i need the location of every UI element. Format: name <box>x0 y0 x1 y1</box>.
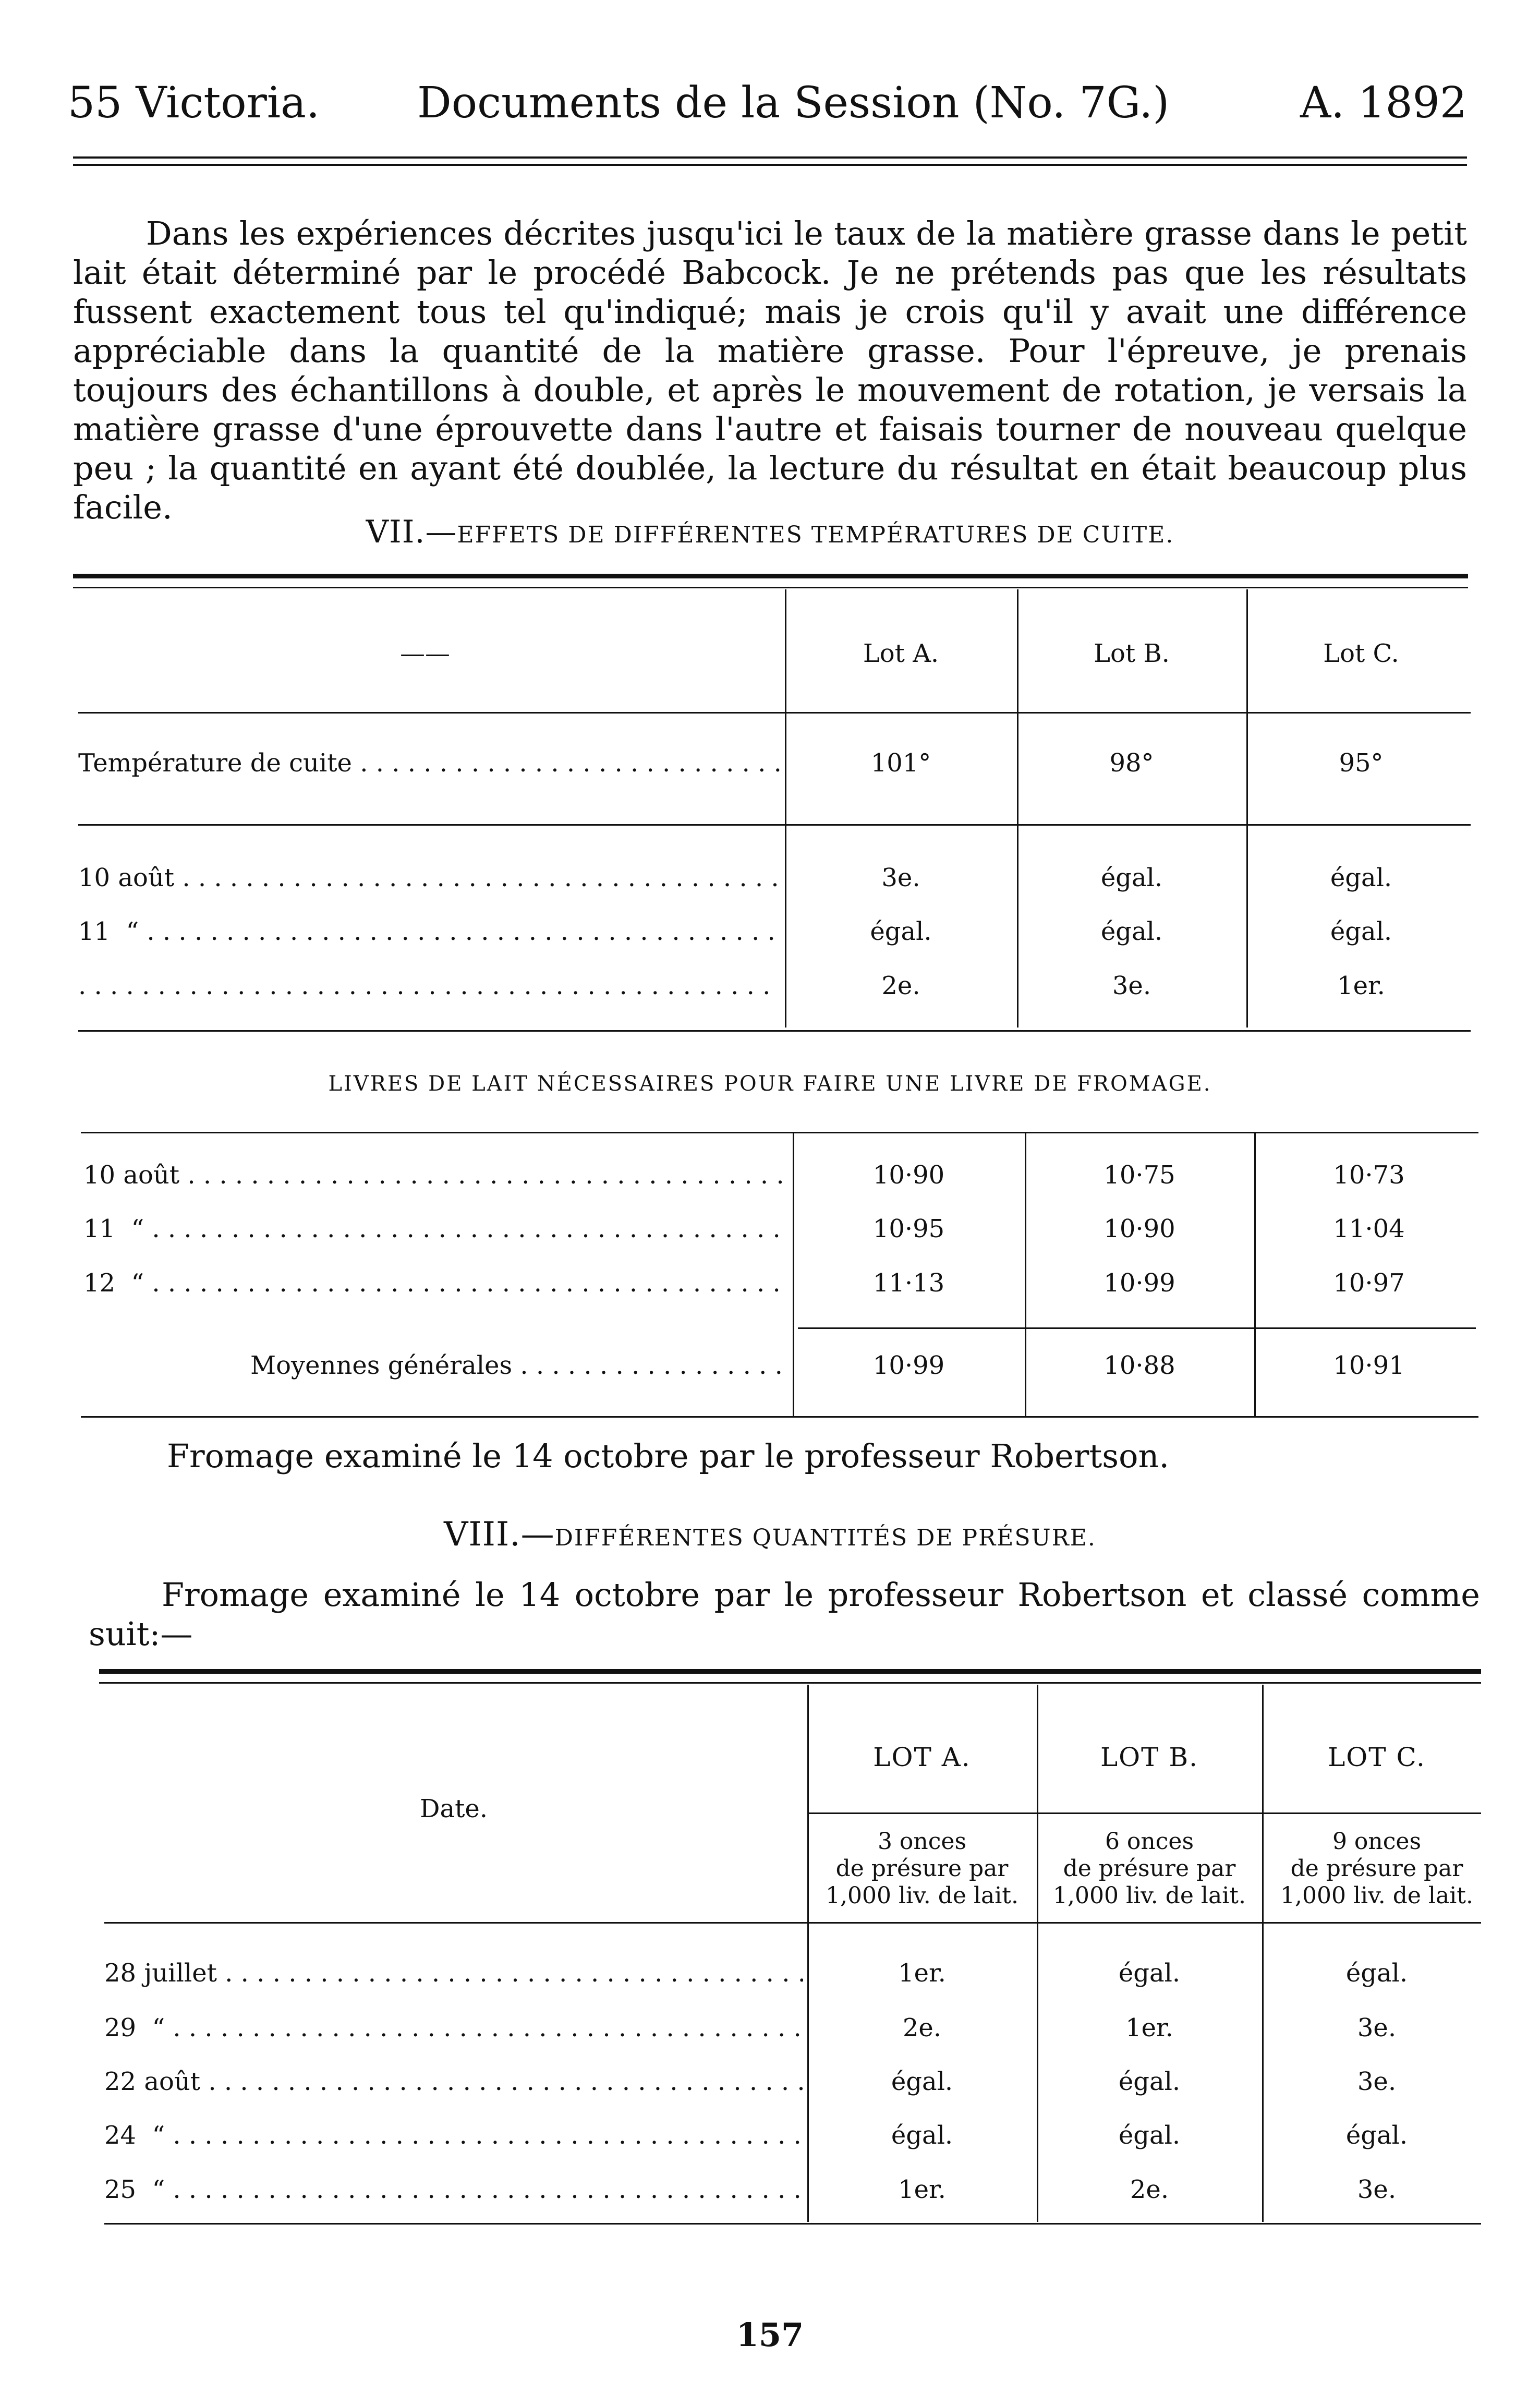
table2-avg-lot-a: 10·99 <box>872 1351 945 1380</box>
table8-r2-lot-c: 3e. <box>1357 2013 1397 2043</box>
table8-r3-lot-a: égal. <box>891 2067 953 2096</box>
table7-col-lot-b: Lot B. <box>1094 639 1170 668</box>
table8-lot-c-subheader: 9 onces de présure par 1,000 liv. de lait. <box>1280 1828 1473 1909</box>
table2-r1-lot-c: 10·73 <box>1333 1161 1405 1190</box>
table7-col-lot-a: Lot A. <box>863 639 939 668</box>
table8-r4-lot-a: égal. <box>891 2121 953 2150</box>
table-row: 25 “ . . . <box>104 2175 803 2204</box>
table2-r2-lot-b: 10·90 <box>1104 1214 1175 1243</box>
table7-temp-lot-a: 101° <box>870 748 931 778</box>
table8-r1-lot-b: égal. <box>1118 1959 1181 1988</box>
table8-top-rule <box>99 1669 1481 1674</box>
table2-subtitle: LIVRES DE LAIT NÉCESSAIRES POUR FAIRE UNE LIVRE DE FROMAGE. <box>328 1072 1212 1096</box>
table8-r2-lot-b: 1er. <box>1125 2013 1173 2043</box>
table-row: 11 “ . . . <box>78 917 780 946</box>
table8-top-rule-thin <box>99 1682 1481 1684</box>
section8-title <box>0 1515 1540 1554</box>
table7-temp-rule <box>78 824 1471 826</box>
table8-header-rule <box>104 1922 1481 1924</box>
table2-average-rule <box>798 1327 1476 1329</box>
table2-r3-lot-a: 11·13 <box>872 1268 945 1298</box>
table8-lot-b-subheader: 6 onces de présure par 1,000 liv. de lait. <box>1053 1828 1246 1909</box>
table8-date-header: Date. <box>419 1794 488 1823</box>
table8-r4-lot-c: égal. <box>1345 2121 1408 2150</box>
table7-r2-lot-a: égal. <box>870 917 932 946</box>
table7-corner: —— <box>400 639 450 668</box>
table-row <box>78 971 780 1000</box>
section8-heading: DIFFÉRENTES QUANTITÉS DE PRÉSURE. <box>554 1525 1096 1551</box>
table2-top-rule <box>81 1132 1478 1133</box>
table7-header-rule <box>78 712 1471 714</box>
table2-bottom-rule <box>81 1416 1478 1418</box>
table8-bottom-rule <box>104 2223 1481 2225</box>
table-row: 10 août . . . <box>78 863 780 892</box>
header-year: A. 1892 <box>1300 78 1467 128</box>
header-rule <box>73 156 1467 166</box>
table2-r2-lot-c: 11·04 <box>1333 1214 1405 1243</box>
table-row: 28 juillet . . . <box>104 1959 803 1988</box>
table7-top-rule <box>73 574 1468 578</box>
table8-r2-lot-a: 2e. <box>902 2013 942 2043</box>
table7-r3-lot-a: 2e. <box>881 971 920 1000</box>
table8-r3-lot-c: 3e. <box>1357 2067 1397 2096</box>
table2-r3-lot-c: 10·97 <box>1333 1268 1405 1298</box>
table7-row-temperature-label: Température de cuite . . . <box>78 748 780 778</box>
table2-avg-lot-c: 10·91 <box>1333 1351 1405 1380</box>
table7-r3-lot-c: 1er. <box>1337 971 1385 1000</box>
table8-r1-lot-a: 1er. <box>898 1959 946 1988</box>
table7-temp-lot-c: 95° <box>1339 748 1384 778</box>
table8-subheader-rule <box>808 1812 1481 1814</box>
section8-number: VIII.— <box>444 1515 555 1554</box>
table-row: 29 “ . . . <box>104 2013 803 2043</box>
table-row: 12 “ . . . <box>83 1268 787 1298</box>
table-row: 10 août . . . <box>83 1161 787 1190</box>
table8-r4-lot-b: égal. <box>1118 2121 1181 2150</box>
table7-top-rule-thin <box>73 587 1468 588</box>
table8-col-lot-b: LOT B. <box>1100 1742 1199 1772</box>
table7-bottom-rule <box>78 1030 1471 1032</box>
section7-number: VII.— <box>366 514 457 550</box>
table8-col-lot-c: LOT C. <box>1328 1742 1426 1772</box>
section7-title <box>0 514 1540 550</box>
table7-col-lot-c: Lot C. <box>1323 639 1399 668</box>
table2-avg-lot-b: 10·88 <box>1104 1351 1175 1380</box>
intro-paragraph: Dans les expériences décrites jusqu'ici le taux de la matière grasse dans le petit lait était déterminé par le procédé Babcock. Je ne prétends pas que les résultats fussent exactement tous tel qu'indiqué; mais je crois qu'il y avait une différence appréciable dans la quantité de la matière grasse. Pour l'épreuve, je prenais toujours des échantillons à double, et après le mouvement de rotation, je versais la matière grasse d'une éprouvette dans l'autre et faisais tourner de nouveau quelque peu ; la quantité en ayant été doublée, la lecture du résultat en était beaucoup plus facile. <box>73 214 1467 526</box>
table8-lot-a-subheader: 3 onces de présure par 1,000 liv. de lait. <box>826 1828 1018 1909</box>
table8-r5-lot-b: 2e. <box>1130 2175 1169 2204</box>
table2-r1-lot-b: 10·75 <box>1104 1161 1175 1190</box>
table7-r2-lot-c: égal. <box>1330 917 1392 946</box>
table8-r5-lot-a: 1er. <box>898 2175 946 2204</box>
section7-note: Fromage examiné le 14 octobre par le professeur Robertson. <box>167 1437 1170 1475</box>
table8-col-lot-a: LOT A. <box>873 1742 971 1772</box>
table-row: 22 août . . . <box>104 2067 803 2096</box>
table-row: 24 “ . . . <box>104 2121 803 2150</box>
table7-temp-lot-b: 98° <box>1109 748 1154 778</box>
table8-r3-lot-b: égal. <box>1118 2067 1181 2096</box>
page-number: 157 <box>736 2316 804 2354</box>
table7-r1-lot-b: égal. <box>1100 863 1163 892</box>
section8-paragraph: Fromage examiné le 14 octobre par le professeur Robertson et classé comme suit:— <box>89 1576 1480 1653</box>
section7-heading: EFFETS DE DIFFÉRENTES TEMPÉRATURES DE CUITE. <box>457 522 1174 548</box>
running-header <box>68 78 1467 136</box>
table7-r1-lot-c: égal. <box>1330 863 1392 892</box>
table7-r1-lot-a: 3e. <box>881 863 920 892</box>
header-title: Documents de la Session (No. 7G.) <box>417 78 1170 128</box>
table2-r2-lot-a: 10·95 <box>872 1214 945 1243</box>
table8-r1-lot-c: égal. <box>1345 1959 1408 1988</box>
table2-averages-label: Moyennes générales . . . <box>250 1351 787 1380</box>
table7-r2-lot-b: égal. <box>1100 917 1163 946</box>
header-volume: 55 Victoria. <box>68 78 320 128</box>
table2-r3-lot-b: 10·99 <box>1104 1268 1175 1298</box>
table8-r5-lot-c: 3e. <box>1357 2175 1397 2204</box>
table-row: 11 “ . . . <box>83 1214 787 1243</box>
table7-r3-lot-b: 3e. <box>1112 971 1151 1000</box>
table2-r1-lot-a: 10·90 <box>872 1161 945 1190</box>
